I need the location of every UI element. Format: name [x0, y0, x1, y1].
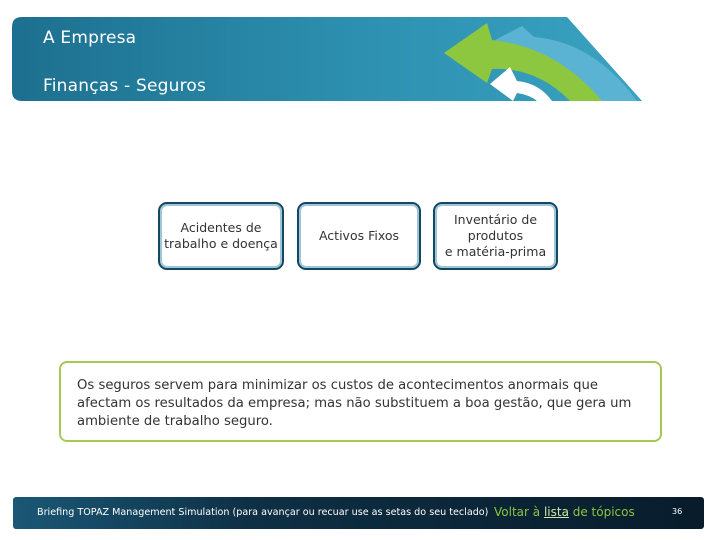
explanation-note — [59, 361, 662, 442]
link-text-part2: lista — [543, 505, 569, 519]
insurance-box-fixed-assets — [297, 202, 421, 270]
note-line: ambiente de trabalho seguro. — [77, 414, 273, 429]
link-text-part3: de tópicos — [568, 505, 635, 519]
back-to-topics-link[interactable] — [494, 505, 635, 519]
link-text-part1: Voltar à — [494, 505, 544, 519]
box-line: e matéria-prima — [444, 244, 547, 259]
footer-bar — [13, 497, 704, 529]
header-banner — [12, 17, 642, 101]
box-line: Inventário de — [453, 212, 538, 227]
note-line: afectam os resultados da empresa; mas não substituem a boa gestão, que gera um — [77, 396, 632, 411]
insurance-box-inventory — [433, 202, 558, 270]
slide-subtitle: Finanças - Seguros — [43, 76, 207, 96]
slide-title: A Empresa — [43, 28, 137, 48]
box-line: Activos Fixos — [318, 228, 400, 243]
box-line: Acidentes de — [180, 220, 262, 235]
box-line: trabalho e doença — [164, 236, 278, 251]
insurance-box-work-accidents — [158, 202, 284, 270]
box-line: produtos — [467, 228, 524, 243]
page-number: 36 — [672, 507, 683, 516]
footer-caption: Briefing TOPAZ Management Simulation (para avançar ou recuar use as setas do seu teclado) — [37, 507, 489, 518]
note-line: Os seguros servem para minimizar os custos de acontecimentos anormais que — [77, 378, 598, 393]
